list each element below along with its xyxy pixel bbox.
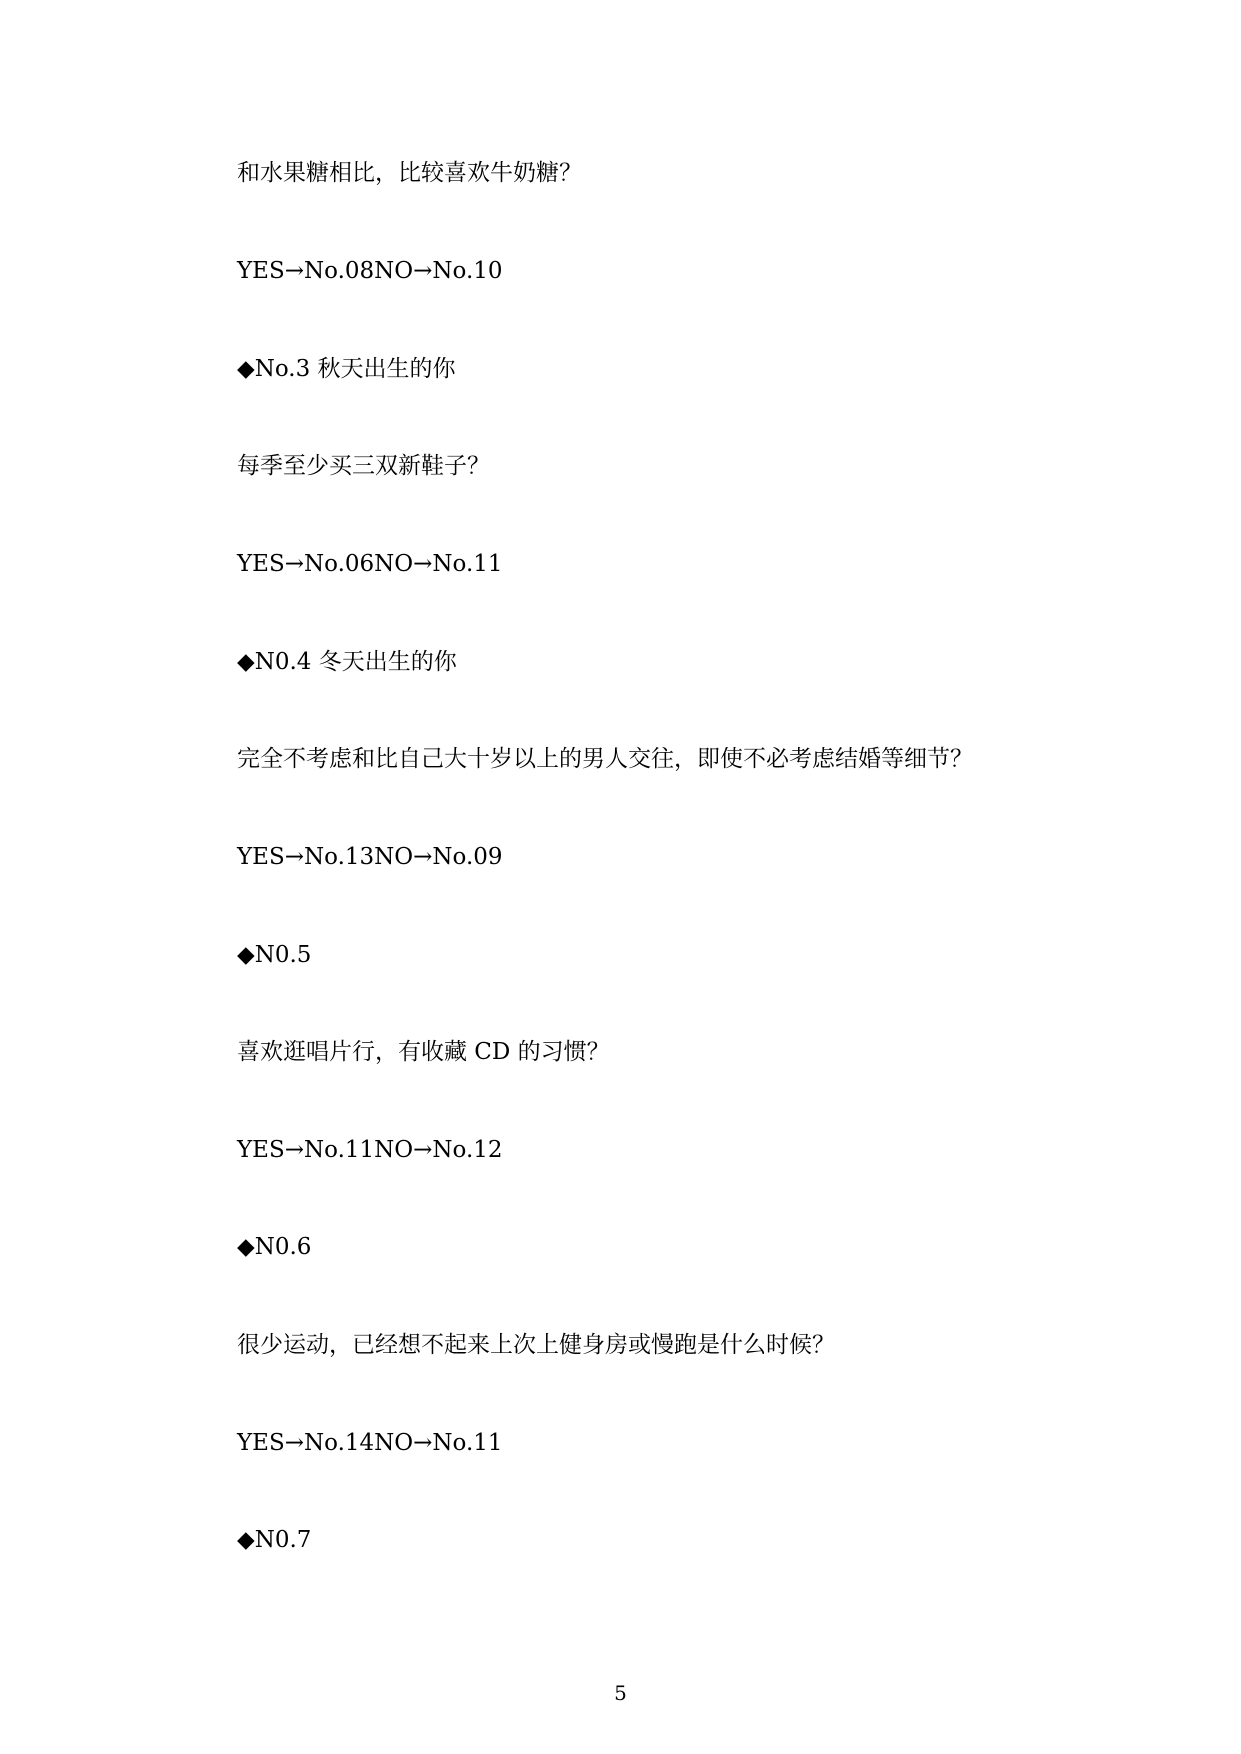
answer-routing: YES→No.14NO→No.11: [237, 1430, 503, 1456]
question-text: 完全不考虑和比自己大十岁以上的男人交往，即使不必考虑结婚等细节？: [237, 746, 973, 772]
section-heading: ◆N0.6: [237, 1234, 312, 1260]
answer-routing: YES→No.06NO→No.11: [237, 551, 503, 577]
section-heading: ◆N0.7: [237, 1527, 312, 1553]
question-text: 很少运动，已经想不起来上次上健身房或慢跑是什么时候？: [237, 1332, 835, 1358]
section-heading: ◆N0.5: [237, 942, 312, 968]
section-heading: ◆N0.4 冬天出生的你: [237, 649, 457, 675]
section-heading: ◆No.3 秋天出生的你: [237, 356, 456, 382]
question-text: 每季至少买三双新鞋子？: [237, 453, 490, 479]
page-number: 5: [614, 1681, 627, 1705]
answer-routing: YES→No.11NO→No.12: [237, 1137, 503, 1163]
answer-routing: YES→No.08NO→No.10: [237, 258, 503, 284]
answer-routing: YES→No.13NO→No.09: [237, 844, 503, 870]
question-text: 和水果糖相比，比较喜欢牛奶糖？: [237, 160, 582, 186]
question-text: 喜欢逛唱片行，有收藏 CD 的习惯？: [237, 1039, 610, 1065]
